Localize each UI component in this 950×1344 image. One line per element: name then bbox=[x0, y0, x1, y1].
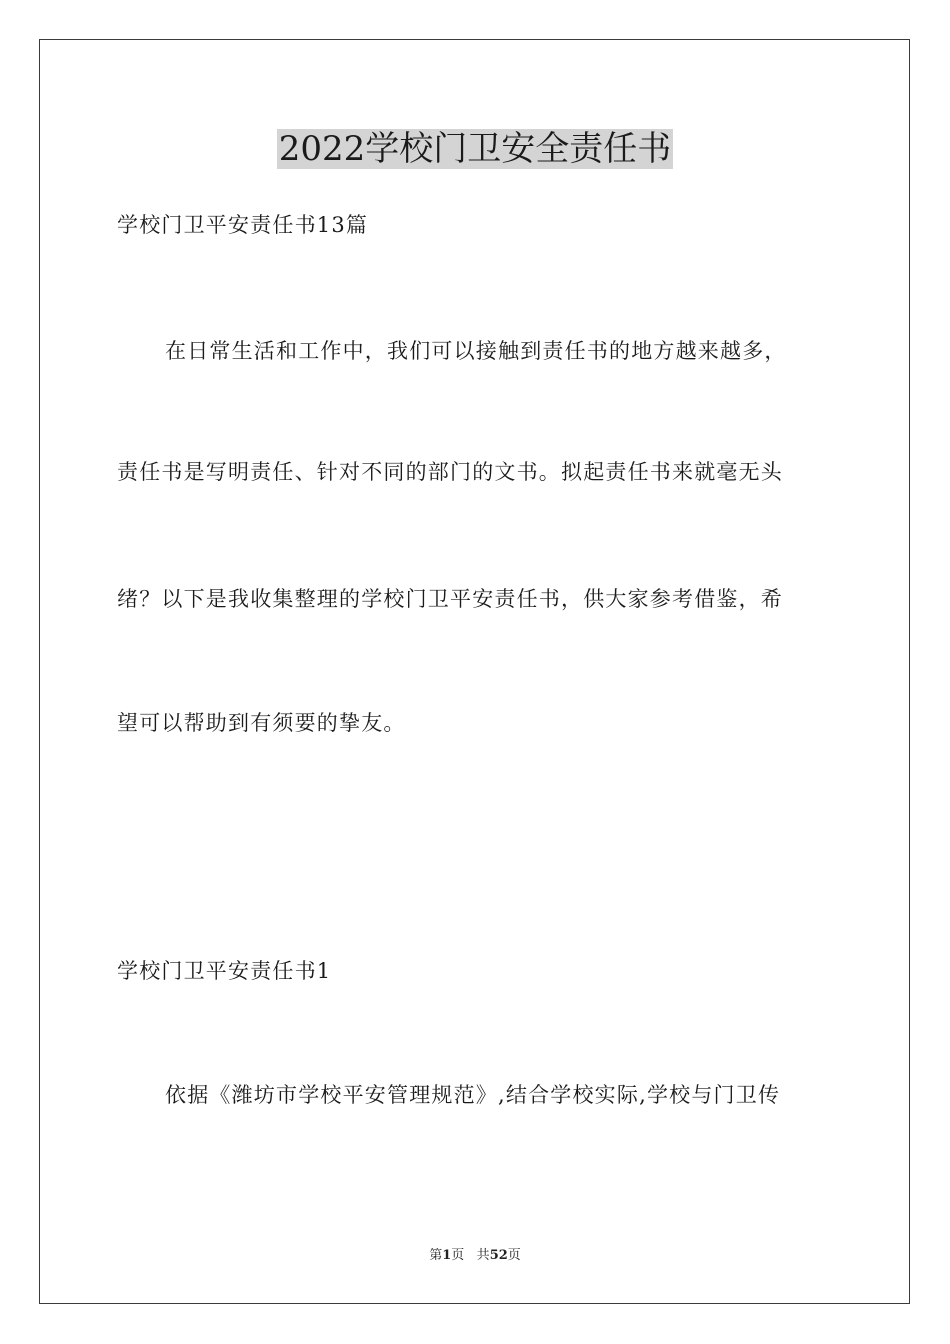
footer-total-prefix: 共 bbox=[476, 1248, 490, 1263]
page-footer bbox=[0, 1247, 950, 1265]
document-title bbox=[0, 128, 950, 170]
footer-total-pages: 52 bbox=[489, 1248, 508, 1263]
intro-line-2: 责任书是写明责任、针对不同的部门的文书。拟起责任书来就毫无头 bbox=[117, 460, 783, 484]
document-subtitle: 学校门卫平安责任书13篇 bbox=[117, 213, 369, 237]
footer-current-page: 1 bbox=[442, 1248, 452, 1263]
section-line-1: 依据《潍坊市学校平安管理规范》,结合学校实际,学校与门卫传 bbox=[165, 1083, 781, 1107]
footer-prefix: 第 bbox=[429, 1248, 443, 1263]
section-heading: 学校门卫平安责任书1 bbox=[117, 959, 332, 983]
footer-page-word: 页 bbox=[451, 1248, 465, 1263]
footer-total-suffix: 页 bbox=[507, 1248, 521, 1263]
document-title-text: 2022学校门卫安全责任书 bbox=[278, 129, 672, 169]
intro-line-3: 绪？以下是我收集整理的学校门卫平安责任书，供大家参考借鉴，希 bbox=[117, 587, 783, 611]
intro-line-4: 望可以帮助到有须要的挚友。 bbox=[117, 711, 406, 735]
intro-line-1: 在日常生活和工作中，我们可以接触到责任书的地方越来越多， bbox=[165, 339, 787, 363]
